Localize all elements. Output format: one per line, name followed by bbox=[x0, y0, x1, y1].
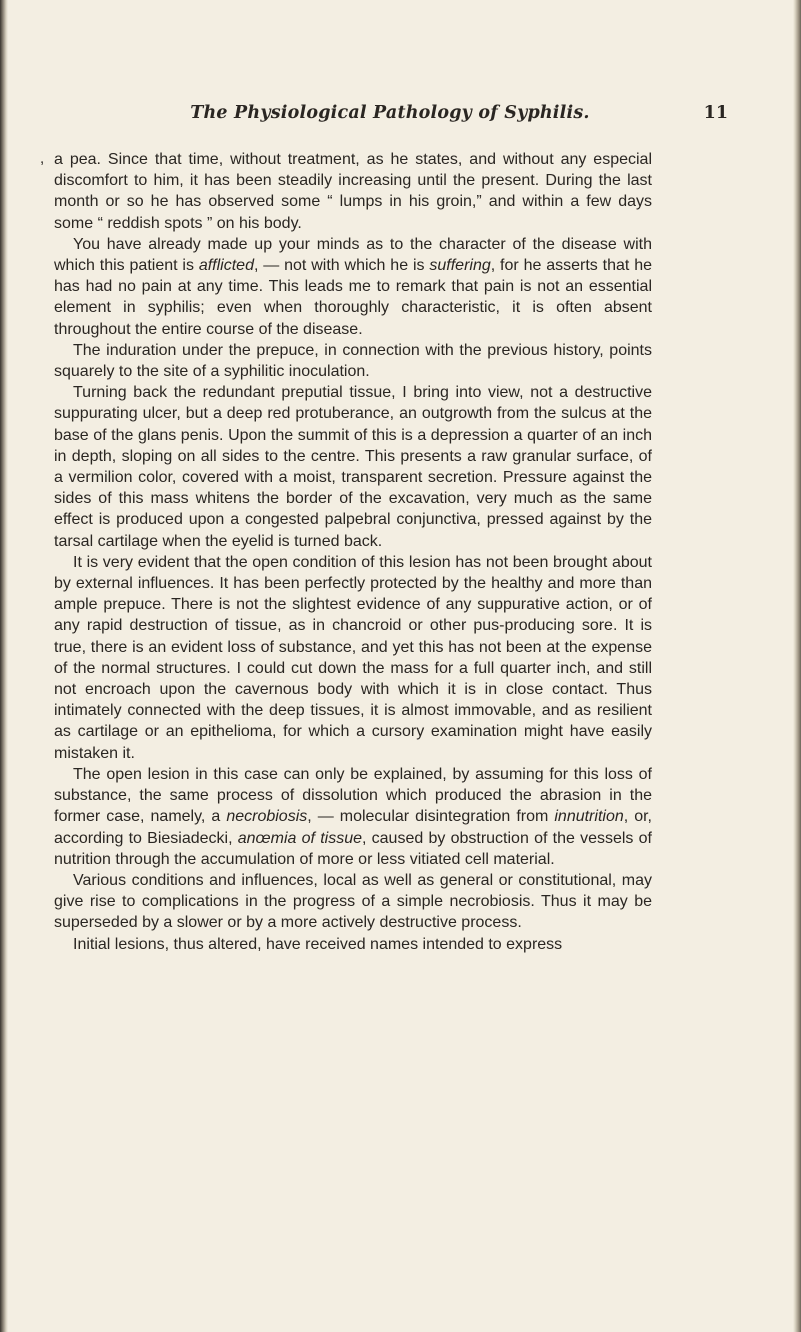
text-run: The open lesion in this case can only be explained, by assuming for this loss of substance, the same process of dissolution which produced the abrasion in the former case, namely, a bbox=[54, 765, 652, 826]
italic-term: afflicted bbox=[198, 257, 254, 275]
paragraph bbox=[54, 340, 652, 382]
italic-term: anœmia of tissue bbox=[237, 829, 362, 847]
text-run: Initial lesions, thus altered, have received names intended to express bbox=[73, 935, 563, 953]
page-number: 11 bbox=[703, 103, 728, 123]
text-run: , caused by obstruction of the vessels of nutrition through the accumulation of more or less vitiated cell material. bbox=[54, 829, 652, 868]
italic-term: necrobiosis bbox=[226, 808, 308, 826]
paragraph bbox=[54, 234, 652, 340]
text-run: a pea. Since that time, without treatment, as he states, and without any especial discomfort to him, it has been steadily increasing until the present. During the last month or so he has observed some “ lumps in his groin,” and within a few days some “ reddish spots ” on his body. bbox=[54, 151, 652, 232]
text-run: Turning back the redundant preputial tissue, I bring into view, not a destructive suppurating ulcer, but a deep red protuberance, an outgrowth from the sulcus at the base of the glans penis. Upon the summit of this is a depression a quarter of an inch in depth, sloping on all sides to the centre. This presents a raw granular surface, of a vermilion color, covered with a moist, transparent secretion. Pressure against the sides of this mass whitens the border of the excavation, very much as the same effect is produced upon a congested palpebral conjunctiva, pressed against by the tarsal cartilage when the eyelid is turned back. bbox=[54, 384, 652, 550]
running-head: The Physiological Pathology of Syphilis. bbox=[190, 103, 590, 123]
italic-term: suffering bbox=[429, 257, 491, 275]
text-run: , or, according to Biesiadecki, bbox=[54, 808, 652, 847]
text-run: , — not with which he is bbox=[253, 257, 430, 275]
text-run: You have already made up your minds as to the character of the disease with which this patient is bbox=[54, 235, 652, 275]
italic-term: innutrition bbox=[554, 808, 624, 826]
paragraph bbox=[54, 870, 652, 934]
paragraph bbox=[54, 552, 652, 764]
paragraph bbox=[54, 764, 652, 870]
text-run: , for he asserts that he has had no pain at any time. This leads me to remark that pain is not an essential element in syphilis; even when thoroughly characteristic, it is often absent throughout the entire course of the disease. bbox=[54, 257, 653, 338]
text-run: The induration under the prepuce, in connection with the previous history, points squarely to the site of a syphilitic inoculation. bbox=[54, 341, 652, 381]
text-run: Various conditions and influences, local as well as general or constitutional, may give rise to complications in the progress of a simple necrobiosis. Thus it may be superseded by a slower or by a more actively destructive process. bbox=[54, 871, 652, 932]
text-run: , — molecular disintegration from bbox=[307, 808, 555, 826]
page-edge-left bbox=[0, 0, 8, 1332]
body-text bbox=[54, 149, 652, 955]
paragraph bbox=[54, 149, 652, 234]
paragraph bbox=[54, 382, 652, 552]
page-header bbox=[52, 103, 728, 129]
paragraph bbox=[54, 934, 652, 955]
text-run: It is very evident that the open condition of this lesion has not been brought about by external influences. It has been perfectly protected by the healthy and more than ample prepuce. There is not the slightest evidence of any suppurative action, or of any rapid destruction of tissue, as in chancroid or other pus-producing sore. It is true, there is an evident loss of substance, and yet this has not been at the expense of the normal structures. I could cut down the mass for a full quarter inch, and still not encroach upon the cavernous body with which it is in close contact. Thus intimately connected with the deep tissues, it is almost immovable, and as resilient as cartilage or an epithelioma, for which a cursory examination might have easily mistaken it. bbox=[54, 553, 652, 762]
margin-mark: , bbox=[40, 150, 45, 167]
page-edge-right bbox=[793, 0, 801, 1332]
